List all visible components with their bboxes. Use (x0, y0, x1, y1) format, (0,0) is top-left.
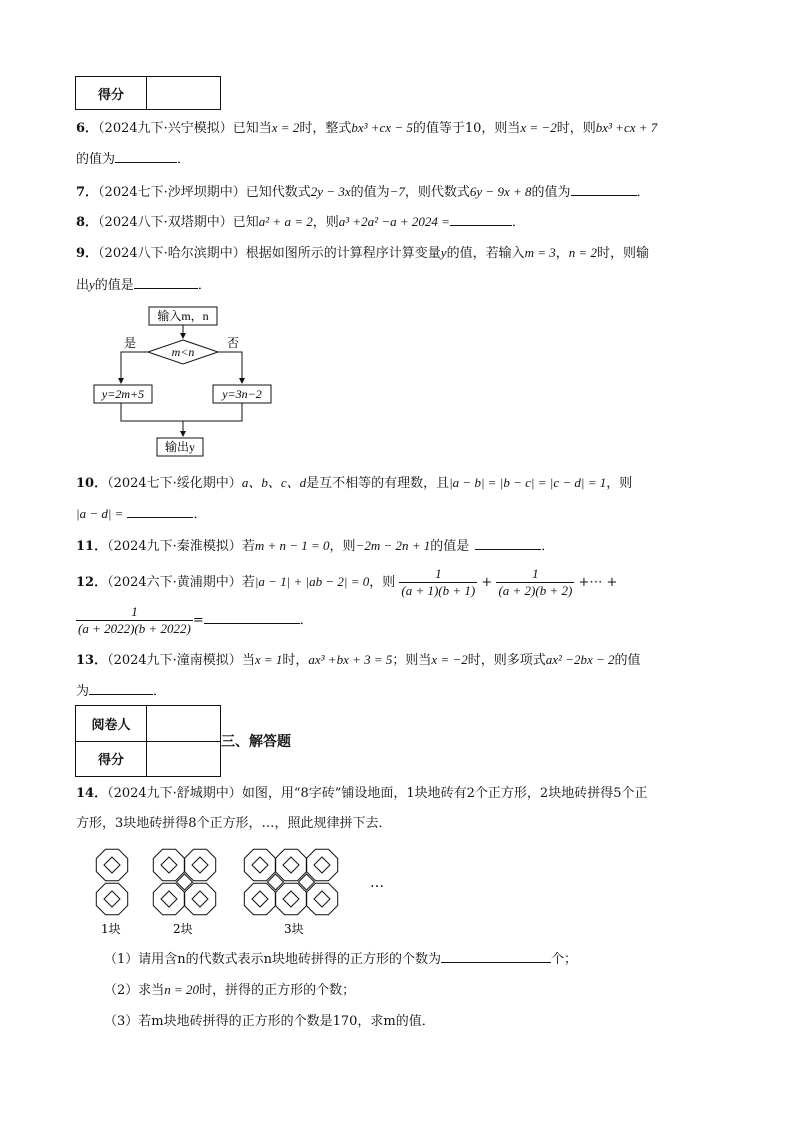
tile-square (192, 857, 208, 873)
answer-blank-7[interactable] (571, 181, 637, 196)
flow-input-label: 输入m，n (157, 309, 209, 323)
tile-square (161, 891, 177, 907)
tile-octagon (275, 849, 306, 880)
question-13: 13．（2024九下·潼南模拟）当x = 1时，ax³ +bx + 3 = 5；则当x = −2时，则多项式ax² −2bx − 2的值 (76, 652, 641, 668)
answer-blank-12[interactable] (204, 609, 300, 624)
question-11: 11．（2024九下·秦淮模拟）若m + n − 1 = 0，则−2m − 2n + 1的值是 ． (76, 535, 554, 557)
tile-square-shared (177, 874, 193, 890)
flow-no-label: 否 (226, 336, 240, 350)
section-title: 三、解答题 (221, 734, 291, 750)
question-14-part-1: （1）请用含n的代数式表示n块地砖拼得的正方形的个数为 个； (104, 948, 577, 970)
figure-label-1: 1块 (101, 922, 121, 936)
score-label: 得分 (76, 77, 147, 110)
score-cell[interactable] (147, 77, 221, 110)
answer-blank-8[interactable] (450, 211, 512, 226)
tile-square (104, 857, 120, 873)
answer-blank-9[interactable] (134, 274, 198, 289)
brick-1a (96, 849, 127, 914)
flow-yes-label: 是 (123, 336, 137, 350)
score-table-mid (75, 705, 221, 777)
tile-octagon (184, 849, 215, 880)
question-14-line2: 方形，3块地砖拼得8个正方形，…，照此规律拼下去． (76, 816, 392, 831)
tile-octagon (306, 849, 337, 880)
question-12-line2: $\frac{1}{(a + 2022)(b + 2022)}$ = ． (78, 604, 313, 636)
question-14: 14．（2024九下·舒城期中）如图，用“8字砖”铺设地面，1块地砖有2个正方形，2块地砖拼得5个正 (76, 786, 648, 801)
question-10: 10．（2024七下·绥化期中）a、b、c、d是互不相等的有理数，且|a − b| = |b − c| = |c − d| = 1，则 (76, 475, 633, 491)
tile-square (252, 891, 268, 907)
tile-octagon (244, 883, 275, 914)
flow-left-label: y=2m+5 (101, 387, 145, 401)
tile-square (314, 857, 330, 873)
reviewer-cell[interactable] (147, 706, 221, 742)
flowchart (90, 303, 280, 463)
answer-blank-10[interactable] (127, 503, 193, 518)
answer-blank-6[interactable] (115, 148, 177, 163)
tile-octagon (153, 883, 184, 914)
fraction-1: $\frac{1}{(a + 1)(b + 1)}$ (401, 566, 476, 598)
tile-square (283, 857, 299, 873)
question-6: 6．（2024九下·兴宁模拟）已知当x = 2时，整式bx³ +cx − 5的值等于10，则当x = −2时，则bx³ +cx + 7 (76, 120, 658, 136)
tile-square (252, 857, 268, 873)
figure-label-3: 3块 (284, 922, 304, 936)
question-10-line2: |a − d| = ． (76, 503, 206, 525)
flow-output-label: 输出y (164, 440, 196, 454)
figure-label-2: 2块 (173, 922, 193, 936)
answer-blank-13[interactable] (89, 680, 153, 695)
score-cell[interactable] (147, 741, 221, 777)
question-9-line2: 出y的值是 ． (76, 274, 211, 296)
score-label: 得分 (76, 741, 147, 777)
question-7: 7．（2024七下·沙坪坝期中）已知代数式2y − 3x的值为−7，则代数式6y − 9x + 8的值为 ． (76, 181, 650, 203)
tile-octagon (306, 883, 337, 914)
question-14-part-2: （2）求当n = 20时，拼得的正方形的个数； (104, 982, 356, 998)
question-8: 8．（2024八下·双塔期中）已知a² + a = 2，则a³ +2a² −a + 2024 = ． (76, 211, 525, 233)
answer-blank-14-1[interactable] (441, 948, 551, 963)
tile-octagon (275, 883, 306, 914)
tile-square-shared (299, 874, 315, 890)
brick-2a (153, 849, 184, 914)
flow-right-label: y=3n−2 (222, 387, 262, 401)
brick-3b (275, 849, 306, 914)
tile-figure (90, 845, 410, 940)
question-12: 12．（2024六下·黄浦期中）若|a − 1| + |ab − 2| = 0，则 $\frac{1}{(a + 1)(b + 1)}$ + $\frac{1}{(a + 2)(b + 2)}$ +⋯ + (76, 566, 618, 598)
reviewer-label: 阅卷人 (76, 706, 147, 742)
brick-3c (306, 849, 337, 914)
brick-2b (184, 849, 215, 914)
tile-octagon (244, 849, 275, 880)
tile-octagon (96, 883, 127, 914)
tile-octagon (184, 883, 215, 914)
tile-octagon (153, 849, 184, 880)
tile-square-shared (268, 874, 284, 890)
tile-square (283, 891, 299, 907)
tile-square (161, 857, 177, 873)
fraction-3: $\frac{1}{(a + 2022)(b + 2022)}$ (78, 604, 191, 636)
tile-octagon (96, 849, 127, 880)
question-9: 9．（2024八下·哈尔滨期中）根据如图所示的计算程序计算变量y的值，若输入m = 3，n = 2时，则输 (76, 245, 650, 261)
score-table-top (75, 76, 221, 110)
tile-square (314, 891, 330, 907)
fraction-2: $\frac{1}{(a + 2)(b + 2)}$ (498, 566, 573, 598)
figure-dots: … (370, 875, 384, 891)
flow-condition-label: m<n (171, 345, 195, 359)
question-14-part-3: （3）若m块地砖拼得的正方形的个数是170，求m的值． (104, 1014, 435, 1029)
tile-square (104, 891, 120, 907)
tile-square (192, 891, 208, 907)
answer-blank-11[interactable] (475, 535, 541, 550)
question-6-line2: 的值为 ． (76, 148, 190, 170)
question-13-line2: 为 ． (76, 680, 166, 702)
brick-3a (244, 849, 275, 914)
